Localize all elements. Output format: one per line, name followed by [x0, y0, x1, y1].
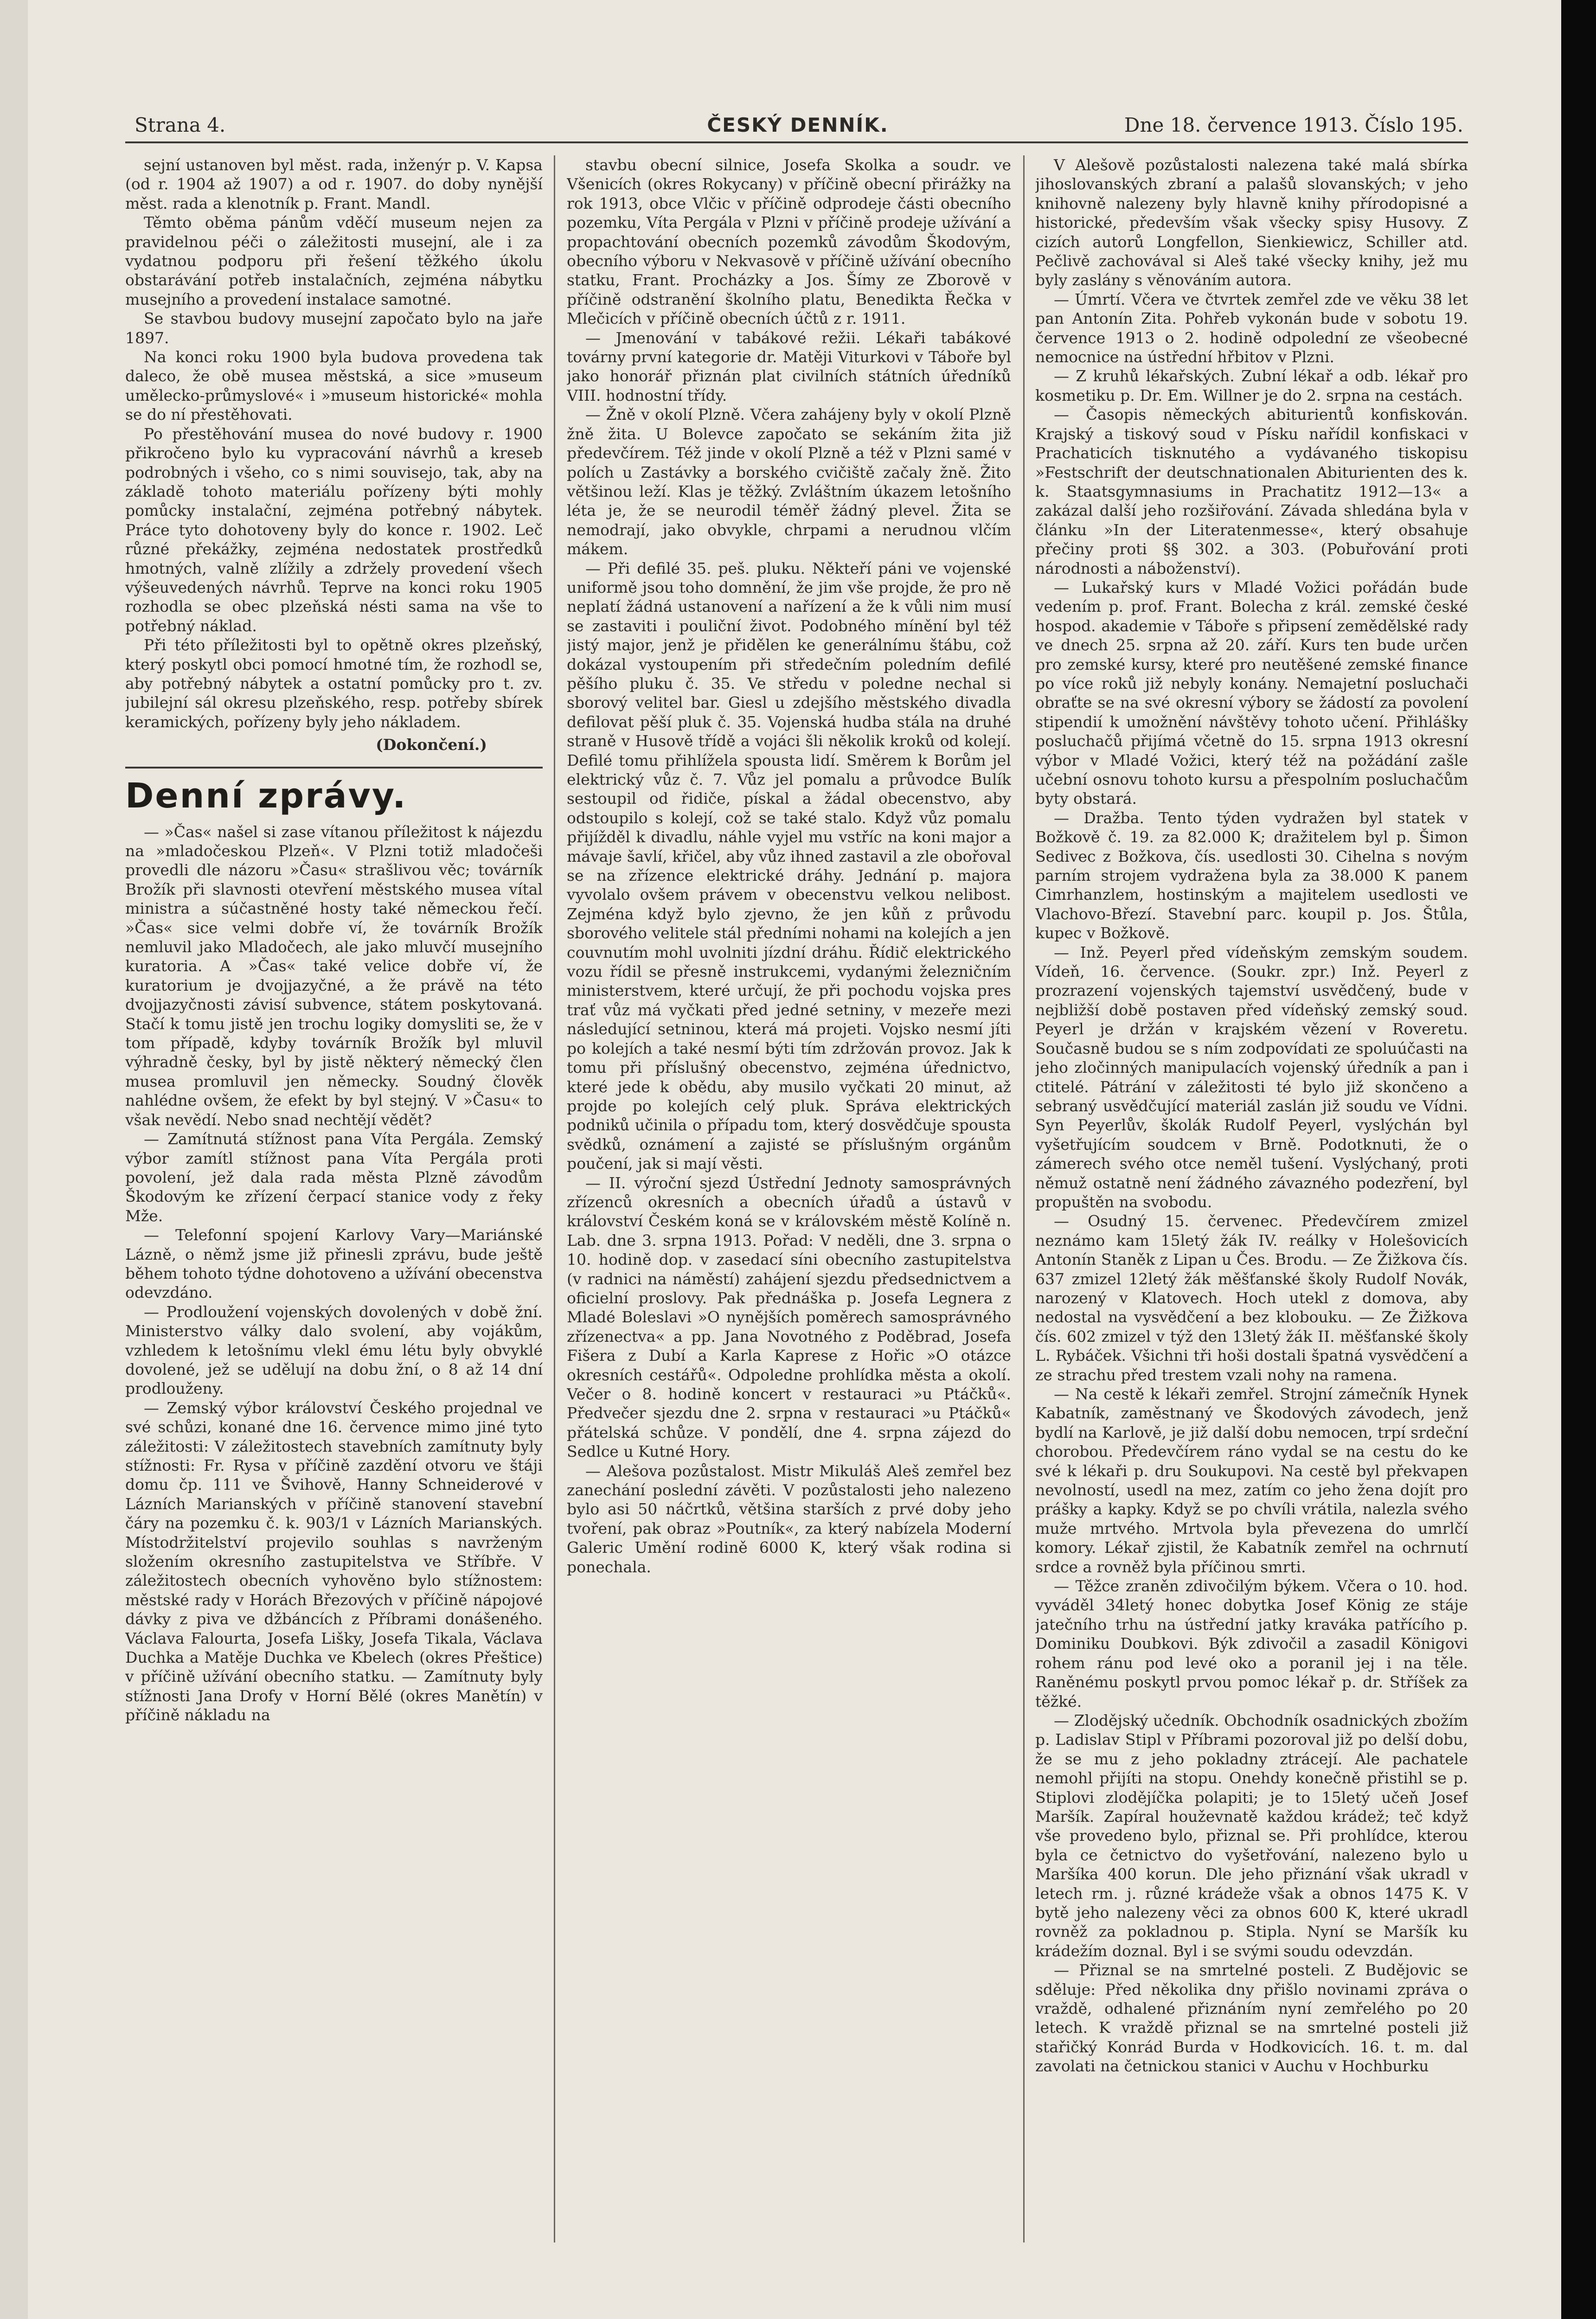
news-item: — Zamítnutá stížnost pana Víta Pergála. Zemský výbor zamítl stížnost pana Víta Pergála proti povolení, jež dala rada města Plzně závodům Škodovým ke zřízení čerpací stanice vody z řeky Mže. [125, 1130, 543, 1225]
issue-date: Dne 18. července 1913. Číslo 195. [1124, 114, 1463, 136]
article-paragraph: sejní ustanoven byl měst. rada, inženýr p. V. Kapsa (od r. 1904 až 1907) a od r. 1907. do doby nynější měst. rada a klenotník p. Frant. Mandl. [125, 156, 543, 212]
continuation-note: (Dokončení.) [376, 736, 487, 754]
column-1 [125, 155, 543, 1725]
section-title: Denní zprávy. [125, 775, 407, 816]
news-item: — Alešova pozůstalost. Mistr Mikuláš Aleš zemřel bez zanechání poslední závěti. V pozůstalosti jeho nalezeno bylo asi 50 náčrtků, většina starších z prvé doby jeho tvoření, pak obraz »Poutník«, za který nabízela Moderní Galeric Umění rodině 6000 K, který však rodina si ponechala. [567, 1461, 1011, 1576]
news-item: V Alešově pozůstalosti nalezena také malá sbírka jihoslovanských zbraní a palašů slovanských; v jeho knihovně nalezeny byly hlavně knihy přírodopisné a historické, především však všecky spisy Husovy. Z cizích autorů Longfellon, Sienkiewicz, Schiller atd. Pečlivě zachovával si Aleš také všecky knihy, jež mu byly zaslány s věnováním autora. [1035, 156, 1468, 289]
news-item: — Lukařský kurs v Mladé Vožici pořádán bude vedením p. prof. Frant. Bolecha z král. zemské české hospod. akademie v Táboře s připsení zemědělské rady ve dnech 25. srpna až 20. září. Kurs ten bude určen pro zemské kursy, které pro neutěšené zemské finance po více roků již nebyly konány. Nemajetní posluchači obraťte se na své okresní výbory se žádostí za povolení stipendií k umožnění návštěvy tohoto učení. Přihlášky posluchačů přijímá včetně do 15. srpna 1913 okresní výbor v Mladé Vožici, který též na požádání zašle učební osnovu tohoto kursu a přespolním posluchačům byty obstará. [1035, 578, 1468, 808]
news-item: — Osudný 15. červenec. Předevčírem zmizel neznámo kam 15letý žák IV. reálky v Holešovicích Antonín Staněk z Lipan u Čes. Brodu. — Ze Žižkova čís. 637 zmizel 12letý žák měšťanské školy Rudolf Novák, narozený v Klatovech. Hoch utekl z domova, aby nedostal na vysvědčení a bez klobouku. — Ze Žižkova čís. 602 zmizel v týž den 13letý žák II. měšťanské školy L. Rybáček. Všichni tři hoši dostali špatná vysvědčení a ze strachu před trestem vzali nohy na ramena. [1035, 1212, 1468, 1384]
news-item: — Časopis německých abiturientů konfiskován. Krajský a tiskový soud v Písku nařídil konfiskaci v Prachaticích tisknutého a vydávaného tiskopisu »Festschrift der deutschnationalen Abiturienten des k. k. Staatsgymnasiums in Prachatitz 1912—13« a zakázal další jeho rozšiřování. Závada shledána byla v článku »In der Literatenmesse«, který obsahuje přečiny proti §§ 302. a 303. (Pobuřování proti národnosti a náboženství). [1035, 405, 1468, 577]
news-item: — Žně v okolí Plzně. Včera zahájeny byly v okolí Plzně žně žita. U Bolevce započato se sekáním žita již předevčírem. Též jinde v okolí Plzně a též v Plzni samé v polích u Zastávky a borského cvičiště začaly žně. Žito většinou leží. Klas je těžký. Zvláštním úkazem letošního léta je, že se neurodil téměř žádný plevel. Žita se nemodrají, jako obvykle, chrpami a nerudnou vlčím mákem. [567, 405, 1011, 558]
news-item: — Inž. Peyerl před vídeňským zemským soudem. Vídeň, 16. července. (Soukr. zpr.) Inž. Peyerl z prozrazení vojenských tajemství usvědčený, bude v nejbližší době postaven před vídeňský zemský soud. Peyerl je držán v krajském vězení v Roveretu. Současně budou se s ním zodpovídati ze spoluúčasti na jeho zločinných manipulacích vojenský úředník a pan i ctitelé. Pátrání v záležitosti té bylo již skončeno a sebraný usvědčující materiál zaslán již soudu ve Vídni. Syn Peyerlův, školák Rudolf Peyerl, vyslýchán byl vyšetřujícím soudcem v Brně. Podotknuti, že o zámerech svého otce neměl tušení. Vyslýchaný, proti němuž ostatně není žádného závazného podezření, byl propuštěn na svobodu. [1035, 943, 1468, 1211]
column-rule [1023, 155, 1025, 2242]
article-paragraph: Na konci roku 1900 byla budova provedena tak daleco, že obě musea městská, a sice »museum umělecko-průmyslové« i »museum historické« mohla se do ní přestěhovati. [125, 348, 543, 424]
news-item: — Telefonní spojení Karlovy Vary—Mariánské Lázně, o němž jsme již přinesli zprávu, bude ještě během tohoto týdne dohotoveno a užívání obecenstva odevzdáno. [125, 1226, 543, 1302]
news-item: — Dražba. Tento týden vydražen byl statek v Božkově č. 19. za 82.000 K; dražitelem byl p. Šimon Sedivec z Božkova, čís. usedlosti 30. Cihelna s novým parním strojem vydražena byla za 38.000 K panem Cimrhanzlem, hostinským a majitelem usedlosti ve Vlachovo-Březí. Stavební parc. koupil p. Jos. Štůla, kupec v Božkově. [1035, 808, 1468, 942]
news-item: — II. výroční sjezd Ústřední Jednoty samosprávných zřízenců okresních a obecních úřadů a ústavů v království Českém koná se v královském městě Kolíně n. Lab. dne 3. srpna 1913. Pořad: V neděli, dne 3. srpna o 10. hodině dop. v zasedací síni obecního zastupitelstva (v radnici na náměstí) zahájení sjezdu předsednictvem a oficielní proslovy. Pak přednáška p. Josefa Legnera z Mladé Boleslavi »O nynějších poměrech samosprávného zřízenectva« a pp. Jana Novotného z Poděbrad, Josefa Fišera z Dubí a Karla Kaprese z Hořic »O otázce okresních cestářů«. Odpoledne prohlídka města a okolí. Večer o 8. hodině koncert v restauraci »u Ptáčků«. Předvečer sjezdu dne 2. srpna v restauraci »u Ptáčků« přátelská schůze. V pondělí, dne 4. srpna zájezd do Sedlce u Kutné Hory. [567, 1173, 1011, 1461]
news-item: — Zemský výbor království Českého projednal ve své schůzi, konané dne 16. července mimo jiné tyto záležitosti: V záležitostech stavebních zamítnuty byly stížnosti: Fr. Rysa v příčině zazdění otvoru ve štáji domu čp. 111 ve Švihově, Hanny Schneiderové v Lázních Marianských v příčině stanovení stavební čáry na pozemku č. k. 903/1 v Lázních Marianských. Místodržitelství projevilo souhlas s navrženým složením okresního zastupitelstva ve Stříbře. V záležitostech obecních vyhověno bylo stížnostem: městské rady v Horách Březových v příčině nápojové dávky z piva ve džbáncích z Příbrami donášeného. Václava Falourta, Josefa Lišky, Josefa Tikala, Václava Duchka a Matěje Duchka ve Kbelech (okres Přeštice) v příčině užívání obecního statku. — Zamítnuty byly stížnosti Jana Drofy v Horní Bělé (okres Manětín) v příčině nákladu na [125, 1398, 543, 1724]
page-header [125, 109, 1468, 143]
news-item: — Zlodějský učedník. Obchodník osadnických zbožím p. Ladislav Stipl v Příbrami pozoroval již po delší dobu, že se mu z jeho pokladny ztrácejí. Ale pachatele nemohl přijíti na stopu. Onehdy konečně přistihl se p. Stiplovi zlodějíčka polapiti; je to 15letý učeň Josef Maršík. Zapíral houževnatě každou krádež; teč když vše provedeno bylo, přiznal se. Při prohlídce, kterou byla ce četnictvo do vyšetřování, nalezeno bylo u Maršíka 400 korun. Dle jeho přiznání však ukradl v letech rm. j. různé krádeže však a obnos 1475 K. V bytě jeho nalezeny věci za obnos 600 K, které ukradl rovněž za pokladnou p. Stipla. Nyní se Maršík ku krádežím doznal. Byl i se svými soudu odevzdán. [1035, 1711, 1468, 1960]
column-3 [1035, 155, 1468, 2076]
page-number: Strana 4. [135, 114, 226, 136]
newspaper-page [125, 109, 1468, 2252]
news-item: — Z kruhů lékařských. Zubní lékař a odb. lékař pro kosmetiku p. Dr. Em. Willner je do 2. srpna na cestách. [1035, 367, 1468, 404]
news-item: — Prodloužení vojenských dovolených v době žní. Ministerstvo války dalo svolení, aby vojákům, vzhledem k letošnímu vlekl ému létu byly obvyklé dovolené, jež se udělují na dobu žní, o 8 až 14 dní prodlouženy. [125, 1302, 543, 1398]
news-item: — Úmrtí. Včera ve čtvrtek zemřel zde ve věku 38 let pan Antonín Zita. Pohřeb vykonán bude v sobotu 19. července 1913 o 2. hodině odpolední ze všeobecné nemocnice na ústřední hřbitov v Plzni. [1035, 290, 1468, 366]
news-item: — »Čas« našel si zase vítanou příležitost k nájezdu na »mladočeskou Plzeň«. V Plzni totiž mladočeši provedli dle názoru »Času« strašlivou věc; továrník Brožík při slavnosti otevření městského musea vítal ministra a súčastněné hosty také německou řečí. »Čas« sice velmi dobře ví, že továrník Brožík nemluvil jako Mladočech, ale jako mluvčí musejního kuratoria. A »Čas« také velice dobře ví, že kuratorium je dvojjazyčné, a že právě na této dvojjazyčnosti závisí subvence, státem poskytovaná. Stačí k tomu jistě jen trochu logiky domysliti se, že v tom případě, kdyby továrník Brožík byl mluvil výhradně česky, byl by jistě některý německý člen musea promluvil jen německy. Soudný člověk nahlédne ovšem, že efekt by byl stejný. V »Času« to však nevědí. Nebo snad nechtějí vědět? [125, 822, 543, 1129]
article-paragraph: Při této příležitosti byl to opětně okres plzeňský, který poskytl obci pomocí hmotné tím, že rozhodl se, aby potřebný nábytek a ostatní pomůcky pro t. zv. jubilejní sál okresu plzeňského, resp. potřeby sbírek keramických, pořízeny byly jeho nákladem. [125, 636, 543, 731]
article-paragraph: Se stavbou budovy musejní započato bylo na jaře 1897. [125, 309, 543, 347]
news-item: — Při defilé 35. peš. pluku. Někteří páni ve vojenské uniformě jsou toho domnění, že jim vše projde, že pro ně neplatí žádná ustanovení a nařízení a že k vůli nim musí se zastaviti i pouliční život. Podobného mínění byl též jistý major, jenž je přidělen ke generálnímu štábu, což dokázal vystoupením při středečním poledním defilé pěšího pluku č. 35. Ve středu v poledne nechal si sborový velitel bar. Giesl u zdejšího městského divadla defilovat pěší pluk č. 35. Vojenská hudba stála na druhé straně v Husově třídě a vojáci šli několik kroků od kolejí. Defilé tomu přihlížela spousta lidí. Směrem k Borům jel elektrický vůz č. 7. Vůz jel pomalu a průvodce Bulík sestoupil od řidiče, pískal a žádal obecenstvo, aby odstoupilo s kolejí, což se také stalo. Když vůz pomalu přijížděl k divadlu, náhle vyjel mu vstříc na koni major a mávaje šavlí, křičel, aby vůz ihned zastavil a zle obořoval se na zřízence elektrické dráhy. Jednání p. majora vyvolalo ovšem právem v obecenstvu velkou nelibost. Zejména když bylo zjevno, že jen kůň z průvodu sborového velitele stál předními nohami na kolejích a jen couvnutím mohl uvolniti jízdní dráhu. Řídič elektrického vozu řídil se přesně instrukcemi, vydanými železničním ministerstvem, které určují, že při pochodu vojska pres trať vůz má vyčkati před jedné setniny, v mezeře mezi následující setninou, která má projeti. Vojsko nesmí jíti po kolejích a také nesmí býti tím zdržován provoz. Jak k tomu při příslušný obecenstvo, zejména úřednictvo, které jede k obědu, aby musilo vyčkati 20 minut, až projde po kolejích celý pluk. Správa elektrických podniků učinila o případu tom, který dosvědčuje spousta svědků, oznámení a zajisté se příslušným orgánům poučení, jak si mají věsti. [567, 559, 1011, 1173]
column-rule [554, 155, 555, 2242]
column-2 [567, 155, 1011, 1576]
scan-edge [1561, 0, 1596, 2319]
news-item: — Přiznal se na smrtelné posteli. Z Budějovic se sděluje: Před několika dny přišlo novinami zpráva o vraždě, odhalené přiznáním nyní zemřelého po 20 letech. K vraždě přiznal se na smrtelné posteli již stařičký Konrád Burda v Hodkovicích. 16. t. m. dal zavolati na četnickou stanici v Auchu v Hochburku [1035, 1961, 1468, 2076]
article-paragraph: Po přestěhování musea do nové budovy r. 1900 přikročeno bylo ku vypracování návrhů a kreseb podrobných i všeho, co s nimi souvisejo, tak, aby na základě tohoto materiálu pořízeny býti mohly pomůcky instalační, zejména potřebný nábytek. Práce tyto dohotoveny byly do konce r. 1902. Leč různé překážky, zejména nedostatek prostředků hmotných, valně zlížily a zdržely provedení všech výšeuvedených návrhů. Teprve na konci roku 1905 rozhodla se obec plzeňská nésti sama na vše to potřebný náklad. [125, 424, 543, 635]
news-item: stavbu obecní silnice, Josefa Skolka a soudr. ve Všenicích (okres Rokycany) v příčině obecní přirážky na rok 1913, obce Vlčic v příčině odprodeje části obecního pozemku, Víta Pergála v Plzni v příčině prodeje užívání a propachtování obecních pozemků závodům Škodovým, obecního výboru v Nekvasově v příčině užívání obecního statku, Frant. Procházky a Jos. Šímy ze Zborově v příčině odstranění školního platu, Benedikta Řečka v Mlečicích v příčině obecních účtů z r. 1911. [567, 156, 1011, 328]
news-item: — Jmenování v tabákové režii. Lékaři tabákové továrny první kategorie dr. Matěji Viturkovi v Táboře byl jako honorář přiznán plat civilních státních úředníků VIII. hodnostní třídy. [567, 328, 1011, 404]
section-divider [125, 767, 543, 769]
news-item: — Na cestě k lékaři zemřel. Strojní zámečník Hynek Kabatník, zaměstnaný ve Škodových závodech, jenž bydlí na Karlově, je již další dobu nemocen, trpí srdeční chorobou. Předevčírem ráno vydal se na cestu do ke své k lékaři p. dru Soukupovi. Na cestě byl překvapen nevolností, usedl na mez, zatím co jeho žena dojít pro prášky a kapky. Když se po chvíli vrátila, nalezla svého muže mrtvého. Mrtvola byla převezena do umrlčí komory. Lékař zjistil, že Kabatník zemřel na ochrnutí srdce a rovněž byla příčinou smrti. [1035, 1385, 1468, 1576]
article-paragraph: Těmto oběma pánům vděčí museum nejen za pravidelnou péči o záležitosti musejní, ale i za vydatnou podporu při řešení těžkého úkolu obstarávání potřeb instalačních, zejména nábytku musejního a provedení instalace samotné. [125, 213, 543, 308]
masthead-title: ČESKÝ DENNÍK. [707, 114, 889, 136]
page-gutter [0, 0, 28, 2319]
news-item: — Těžce zraněn zdivočilým býkem. Včera o 10. hod. vyváděl 34letý honec dobytka Josef König ze stáje jatečního trhu na ústřední jatky kraváka patřícího p. Dominiku Doubkovi. Býk zdivočil a zasadil Königovi rohem ránu pod levé oko a poranil jej i na těle. Raněnému poskytl prvou pomoc lékař p. dr. Stříšek za těžké. [1035, 1577, 1468, 1710]
